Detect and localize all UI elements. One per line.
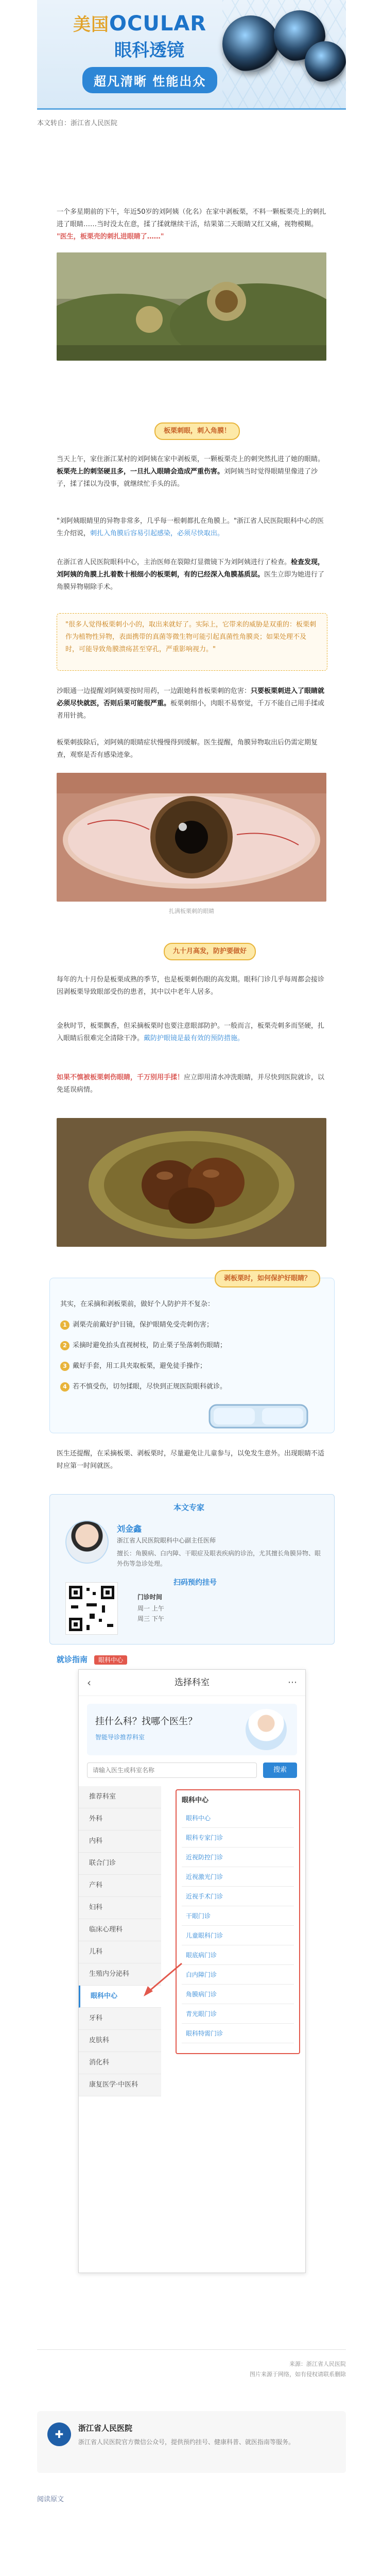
department-item[interactable]: 康复医学·中医科 <box>79 2074 161 2096</box>
expert-title: 浙江省人民医院眼科中心副主任医师 <box>117 1537 216 1544</box>
booking-heading: 就诊指南 <box>57 1655 88 1664</box>
booking-heading-row <box>57 1654 326 1665</box>
subdept-item[interactable]: 眼底病门诊 <box>182 1946 294 1965</box>
doctor-illustration-icon <box>246 1709 287 1750</box>
department-item[interactable]: 儿科 <box>79 1941 161 1963</box>
subdept-item[interactable]: 角膜病门诊 <box>182 1985 294 2004</box>
guide-hint: 智能导诊推荐科室 <box>95 1734 145 1741</box>
intro-paragraph: 一个多星期前的下午，年近50岁的刘阿姨（化名）在家中剥板栗，不料一颗板栗壳上的刺扎进了眼睛……当时没太在意，揉了揉就继续干活，结果第二天眼睛又红又痛，视物模糊。 "医生，板栗壳的刺扎进眼睛了……" <box>57 208 326 241</box>
app-title: 选择科室 <box>175 1677 210 1688</box>
subdept-item[interactable]: 青光眼门诊 <box>182 2005 294 2024</box>
section-tag: 板栗刺眼，刺入角膜！ <box>154 422 240 440</box>
department-item[interactable]: 联合门诊 <box>79 1853 161 1875</box>
divider <box>37 2349 346 2350</box>
expert-section-title: 本文专家 <box>173 1503 205 1512</box>
department-item[interactable]: 皮肤科 <box>79 2030 161 2052</box>
banner-title: 眼科透镜 <box>114 40 184 61</box>
chestnut-photo <box>57 1118 326 1247</box>
paragraph: 金秋时节，板栗飘香，但采摘板栗时也要注意眼部防护。一般而言，板栗壳刺多而坚硬，扎入眼睛后很难完全清除干净。戴防护眼镜是最有效的预防措施。 <box>57 1022 325 1042</box>
search-button[interactable]: 搜索 <box>263 1762 297 1778</box>
paragraph: 沙眼通一边提醒刘阿姨要按时用药，一边跟她科普板栗刺的危害：只要板栗刺进入了眼睛就必须尽快就医，否则后果可能很严重。板栗刺细小，肉眼不易察觉，千万不能自己用手揉或者用针挑。 <box>57 687 325 720</box>
arrow-indicator-icon <box>141 1958 187 1999</box>
lens-image <box>222 15 279 72</box>
tips-outro: 医生还提醒，在采摘板栗、剥板栗时，尽量避免让儿童参与，以免发生意外。出现眼睛不适时应第一时间就医。 <box>57 1450 325 1470</box>
schedule-item: 周三 下午 <box>137 1615 164 1622</box>
article-source: 本文转自：浙江省人民医院 <box>37 120 118 127</box>
tips-intro: 其实，在采摘和剥板栗前，做好个人防护并不复杂： <box>60 1300 215 1308</box>
qr-label: 扫码预约挂号 <box>173 1579 217 1587</box>
subdept-item[interactable]: 近视手术门诊 <box>182 1887 294 1906</box>
account-desc: 浙江省人民医院官方微信公众号，提供预约挂号、健康科普、就医指南等服务。 <box>78 2438 295 2446</box>
footer-note: 图片来源于网络，如有侵权请联系删除 <box>250 2371 346 2378</box>
brand-logo: 美国OCULAR <box>73 12 207 36</box>
paragraph: 如果不慎被板栗刺伤眼睛，千万别用手揉！应立即用清水冲洗眼睛，并尽快到医院就诊，以免延误病情。 <box>57 1074 325 1094</box>
back-icon[interactable]: ‹ <box>87 1676 91 1689</box>
subdept-item[interactable]: 眼科专家门诊 <box>182 1828 294 1848</box>
department-item[interactable]: 临床心理科 <box>79 1919 161 1941</box>
read-original-link[interactable]: 阅读原文 <box>37 2496 64 2503</box>
footer-editor: 来源：浙江省人民医院 <box>289 2361 346 2367</box>
subdept-item[interactable]: 白内障门诊 <box>182 1965 294 1985</box>
subdept-item[interactable]: 近视激光门诊 <box>182 1868 294 1887</box>
search-input[interactable] <box>87 1762 257 1778</box>
department-item[interactable]: 外科 <box>79 1808 161 1831</box>
tip-item: 4 若不慎受伤，切勿揉眼，尽快到正规医院眼科就诊。 <box>60 1381 323 1393</box>
department-item[interactable]: 消化科 <box>79 2052 161 2074</box>
section-tag: 九十月高发，防护要做好 <box>164 943 256 960</box>
department-item[interactable]: 生殖内分泌科 <box>79 1963 161 1986</box>
expert-name: 刘金鑫 <box>117 1524 142 1534</box>
subdept-header: 眼科中心 <box>182 1797 209 1804</box>
paragraph: "刘阿姨眼睛里的异物非常多，几乎每一根刺都扎在角膜上。"浙江省人民医院眼科中心的医生介绍说，刺扎入角膜后容易引起感染，必须尽快取出。 <box>57 517 324 537</box>
schedule-item: 周一 上午 <box>137 1605 164 1612</box>
more-icon[interactable]: ⋯ <box>288 1677 297 1688</box>
paragraph: 在浙江省人民医院眼科中心，主治医师在裂隙灯显微镜下为刘阿姨进行了检查。检查发现，刘阿姨的角膜上扎着数十根细小的板栗刺，有的已经深入角膜基质层。医生立即为她进行了角膜异物剔除手术。 <box>57 558 325 591</box>
paragraph: 当天上午，家住浙江某村的刘阿姨在家中剥板栗，一颗板栗壳上的刺突然扎进了她的眼睛。板栗壳上的刺坚硬且多，一旦扎入眼睛会造成严重伤害。刘阿姨当时觉得眼睛里像进了沙子，揉了揉以为没事，就继续忙手头的活。 <box>57 455 325 488</box>
subdept-item[interactable]: 干眼门诊 <box>182 1907 294 1926</box>
search-row <box>87 1762 297 1779</box>
expert-card <box>49 1494 335 1645</box>
eye-closeup-photo <box>57 773 326 902</box>
department-item-selected[interactable]: 眼科中心 <box>79 1986 161 2008</box>
safety-goggles-icon <box>204 1402 312 1431</box>
account-name: 浙江省人民医院 <box>78 2424 133 2433</box>
tip-item: 1 剥栗壳前戴好护目镜，保护眼睛免受壳刺伤害； <box>60 1319 323 1331</box>
photo-caption: 扎满板栗刺的眼睛 <box>169 908 214 914</box>
dept-badge: 眼科中心 <box>94 1655 127 1665</box>
department-item[interactable]: 牙科 <box>79 2008 161 2030</box>
department-item[interactable]: 推荐科室 <box>79 1786 161 1808</box>
department-item[interactable]: 内科 <box>79 1831 161 1853</box>
app-header <box>79 1670 305 1696</box>
paragraph: 板栗刺拔除后，刘阿姨的眼睛症状慢慢得到缓解。医生提醒，角膜异物取出后仍需定期复查，观察是否有感染迹象。 <box>57 739 318 759</box>
lens-image <box>305 41 346 82</box>
tips-heading: 剥板栗时，如何保护好眼睛？ <box>215 1270 320 1287</box>
subdept-item[interactable]: 近视防控门诊 <box>182 1848 294 1867</box>
subdept-item[interactable]: 眼科特需门诊 <box>182 2024 294 2043</box>
tip-item: 2 采摘时避免抬头直视树枝，防止栗子坠落刺伤眼睛； <box>60 1340 323 1351</box>
expert-desc: 擅长：角膜病、白内障、干眼症及眼表疾病的诊治，尤其擅长角膜异物、眼外伤等急诊处理。 <box>117 1550 321 1567</box>
paragraph: 每年的九十月份是板栗成熟的季节，也是板栗刺伤眼的高发期。眼科门诊几乎每周都会接诊因剥板栗导致眼部受伤的患者，其中以中老年人居多。 <box>57 976 325 996</box>
qr-code[interactable] <box>65 1582 118 1635</box>
department-list <box>79 1786 161 2096</box>
chestnut-tree-photo <box>57 252 326 361</box>
header-banner <box>37 0 346 110</box>
department-item[interactable]: 产科 <box>79 1875 161 1897</box>
account-card[interactable] <box>37 2411 346 2473</box>
subdept-item[interactable]: 眼科中心 <box>182 1809 294 1828</box>
subdept-item[interactable]: 儿童眼科门诊 <box>182 1926 294 1945</box>
tip-item: 3 戴好手套，用工具夹取板栗，避免徒手操作； <box>60 1361 323 1372</box>
app-screenshot <box>78 1669 306 2273</box>
schedule-title: 门诊时间 <box>137 1594 163 1601</box>
guide-question: 挂什么科？找哪个医生？ <box>95 1716 197 1727</box>
department-item[interactable]: 妇科 <box>79 1897 161 1919</box>
guide-banner <box>87 1704 297 1755</box>
banner-slogan: 超凡清晰 性能出众 <box>82 67 217 93</box>
hospital-logo-icon: ✚ <box>47 2422 71 2446</box>
avatar <box>65 1520 109 1564</box>
doctor-quote: "很多人觉得板栗刺小小的，取出来就好了。实际上，它带来的威胁是双重的：板栗刺作为植物性异物，表面携带的真菌等微生物可能引起真菌性角膜炎；如果处理不及时，可能导致角膜溃疡甚至穿孔，严重影响视力。" <box>57 613 327 671</box>
protection-tips <box>49 1275 335 1433</box>
